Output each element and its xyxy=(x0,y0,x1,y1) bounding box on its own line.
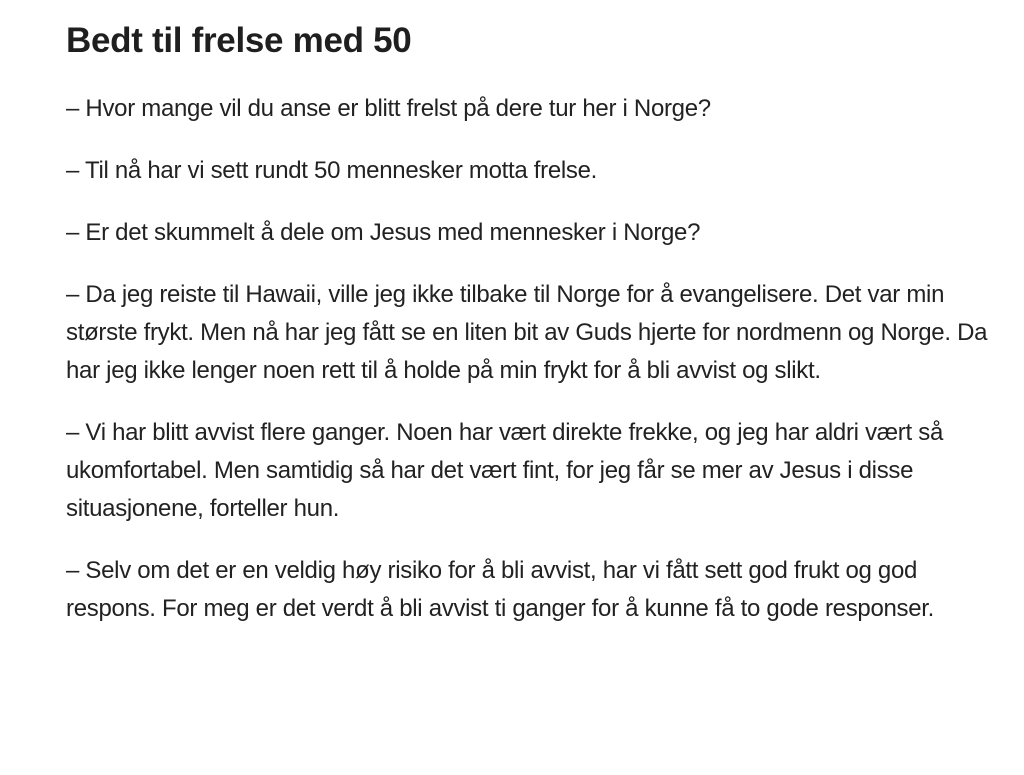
paragraph-question-saved: – Hvor mange vil du anse er blitt frelst på dere tur her i Norge? xyxy=(66,95,711,122)
paragraph-question-scary: – Er det skummelt å dele om Jesus med mennesker i Norge? xyxy=(66,219,701,246)
paragraph-rejected: – Vi har blitt avvist flere ganger. Noen har vært direkte frekke, og jeg har aldri vært så ukomfortabel. Men samtidig så har det vært fint, for jeg får se mer av Jesus i disse situasjonene, forteller hun. xyxy=(66,419,943,522)
paragraph-answer-fifty: – Til nå har vi sett rundt 50 mennesker motta frelse. xyxy=(66,157,598,184)
paragraph-risk: – Selv om det er en veldig høy risiko for å bli avvist, har vi fått sett god frukt og god respons. For meg er det verdt å bli avvist ti ganger for å kunne få to gode responser. xyxy=(66,557,935,622)
article-heading: Bedt til frelse med 50 xyxy=(66,21,412,60)
paragraph-answer-hawaii: – Da jeg reiste til Hawaii, ville jeg ikke tilbake til Norge for å evangelisere. Det var min største frykt. Men nå har jeg fått se en liten bit av Guds hjerte for nordmenn og Norge. Da har jeg ikke lenger noen rett til å holde på min frykt for å bli avvist og slikt. xyxy=(66,281,988,384)
article xyxy=(66,14,1006,652)
